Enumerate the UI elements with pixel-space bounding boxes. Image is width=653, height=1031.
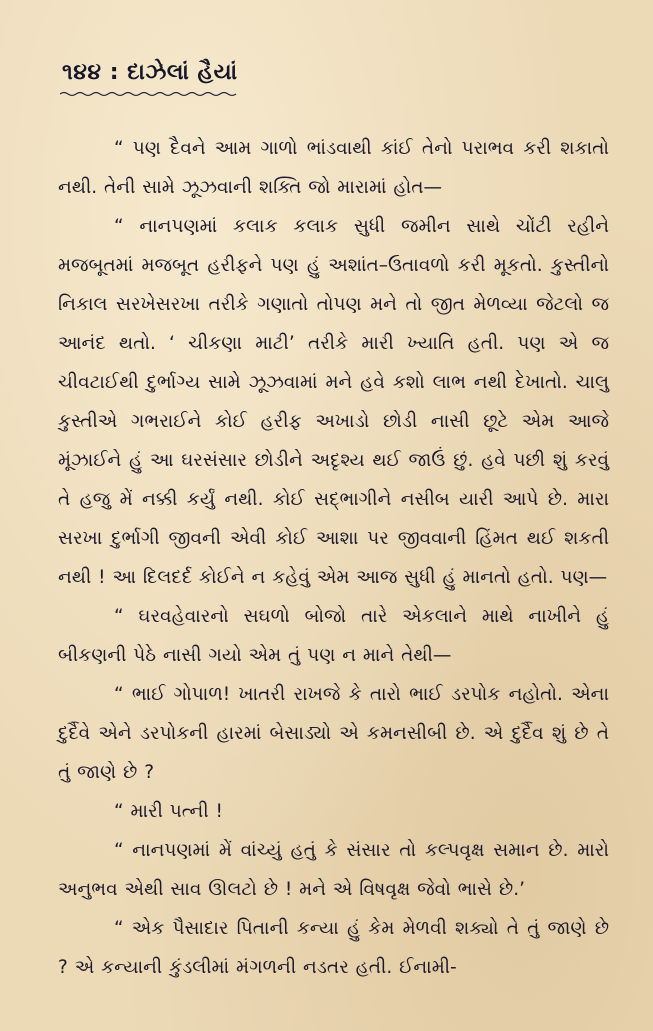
paragraph-6: “ નાનપણમાં મેં વાંચ્યું હતું કે સંસાર તો કલ્પવૃક્ષ સમાન છે. મારો અનુભવ એથી સાવ ઊલટો છે ! મને એ વિષવૃક્ષ જેવો ભાસે છે.’ bbox=[58, 840, 609, 900]
paragraph-1: “ પણ દૈવને આમ ગાળો ભાંડવાથી કાંઈ તેનો પરાભવ કરી શકાતો નથી. તેની સામે ઝૂઝવાની શક્તિ જો મારામાં હોત— bbox=[58, 138, 609, 198]
paragraph-5: “ મારી પત્ની ! bbox=[114, 801, 223, 822]
paragraph-7: “ એક પૈસાદાર પિતાની કન્યા હું કેમ મેળવી શક્યો તે તું જાણે છે ? એ કન્યાની કુંડલીમાં મંગળની નડતર હતી. ઈનામી- bbox=[58, 918, 609, 978]
paragraph-4: “ ભાઈ ગોપાળ! ખાતરી રાખજે કે તારો ભાઈ ડરપોક નહોતો. એના દુર્દૈવે એને ડરપોકની હારમાં બેસાડ્યો એ કમનસીબી છે. એ દુર્દૈવ શું છે તે તું જાણે છે ? bbox=[58, 684, 609, 783]
running-header: ૧૪૪ : દાઝેલાં હૈયાં bbox=[62, 60, 238, 85]
header-wavy-rule bbox=[60, 91, 238, 97]
paragraph-2: “ નાનપણમાં કલાક કલાક સુધી જમીન સાથે ચોંટી રહીને મજબૂતમાં મજબૂત હરીફને પણ હું અશાંત–ઉતાવળો કરી મૂકતો. કુસ્તીનો નિકાલ સરખેસરખા તરીકે ગણાતો તોપણ મને તો જીત મેળવ્યા જેટલો જ આનંદ થતો. ‘ ચીકણા માટી’ તરીકે મારી ખ્યાતિ હતી. પણ એ જ ચીવટાઈથી દુર્ભાગ્ય સામે ઝૂઝવામાં મને હવે કશો લાભ નથી દેખાતો. ચાલુ કુસ્તીએ ગભરાઈને કોઈ હરીફ અખાડો છોડી નાસી છૂટે એમ આજે મૂંઝાઈને હું આ ઘરસંસાર છોડીને અદૃશ્ય થઈ જાઉં છું. હવે પછી શું કરવું તે હજુ મેં નક્કી કર્યું નથી. કોઈ સદ્‌ભાગીને નસીબ યારી આપે છે. મારા સરખા દુર્ભાગી જીવની એવી કોઈ આશા પર જીવવાની હિંમત થઈ શકતી નથી ! આ દિલદર્દ કોઈને ન કહેવું એમ આજ સુધી હું માનતો હતો. પણ— bbox=[58, 216, 609, 588]
paragraph-3: “ ઘરવહેવારનો સઘળો બોજો તારે એકલાને માથે નાખીને હું બીકણની પેઠે નાસી ગયો એમ તું પણ ન માને તેથી— bbox=[58, 606, 609, 666]
